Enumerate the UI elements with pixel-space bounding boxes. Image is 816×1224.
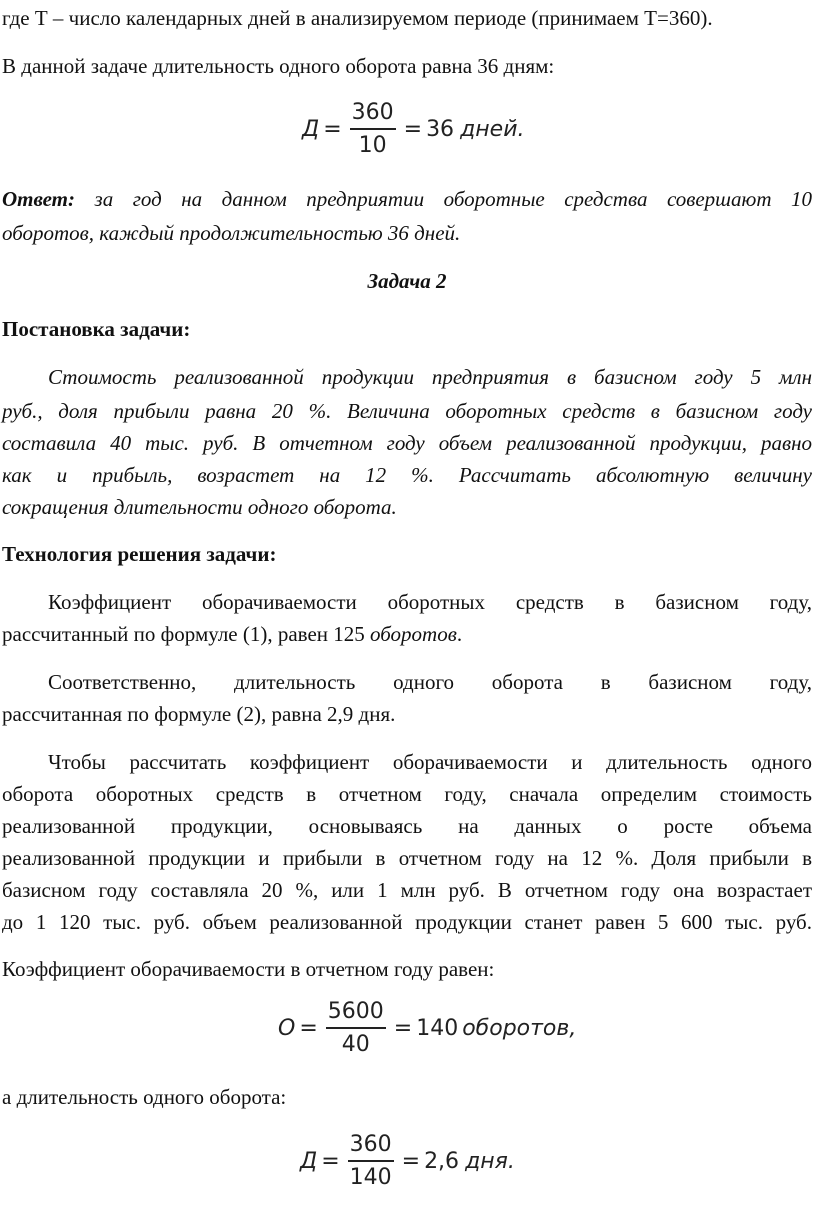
formula-numerator: 360 xyxy=(349,1132,392,1157)
paragraph-2-line-2: рассчитанная по формуле (2), равна 2,9 дня. xyxy=(2,702,396,726)
task-title: Задача 2 xyxy=(367,269,447,293)
formula-lhs: Д xyxy=(300,1148,318,1174)
formula-unit: дней. xyxy=(460,116,525,142)
formula-lhs: О xyxy=(278,1015,296,1041)
paragraph-1-italic: оборотов xyxy=(370,622,457,646)
paragraph-1-text: рассчитанный по формуле (1), равен 125 xyxy=(2,622,371,646)
formula-equals: = xyxy=(403,116,423,142)
statement-line-4: как и прибыль, возрастет на 12 %. Рассчитать абсолютную величину xyxy=(2,463,812,487)
paragraph-2-line-1: Соответственно, длительность одного оборота в базисном году, xyxy=(48,670,812,694)
formula-result: 2,6 xyxy=(424,1148,460,1174)
formula-equals: = xyxy=(393,1015,413,1041)
formula-fraction xyxy=(350,100,396,158)
formula-turnover-140 xyxy=(278,999,576,1057)
answer-line-2: оборотов, каждый продолжительностью 36 дней. xyxy=(2,221,461,245)
formula-equals: = xyxy=(401,1148,421,1174)
formula-numerator: 5600 xyxy=(327,999,384,1024)
paragraph-3-line-1: Чтобы рассчитать коэффициент оборачиваемости и длительность одного xyxy=(48,750,812,774)
statement-heading: Постановка задачи: xyxy=(2,317,191,341)
statement-line-5: сокращения длительности одного оборота. xyxy=(2,495,397,519)
formula-result: 36 xyxy=(426,116,455,142)
paragraph-4: Коэффициент оборачиваемости в отчетном году равен: xyxy=(2,957,495,981)
formula-equals: = xyxy=(321,1148,340,1174)
answer-line-1 xyxy=(2,187,812,211)
formula-numerator: 360 xyxy=(351,100,394,125)
paragraph-3-line-4: реализованной продукции и прибыли в отчетном году на 12 %. Доля прибыли в xyxy=(2,846,812,870)
paragraph-3-line-6: до 1 120 тыс. руб. объем реализованной продукции станет равен 5 600 тыс. руб. xyxy=(2,910,812,934)
paragraph-3-line-5: базисном году составляла 20 %, или 1 млн руб. В отчетном году она возрастает xyxy=(2,878,812,902)
paragraph-3-line-3: реализованной продукции, основываясь на данных о росте объема xyxy=(2,814,812,838)
paragraph-1-line-1: Коэффициент оборачиваемости оборотных средств в базисном году, xyxy=(48,590,812,614)
paragraph-1-period: . xyxy=(456,622,463,646)
paragraph-3-line-2: оборота оборотных средств в отчетном году, сначала определим стоимость xyxy=(2,782,812,806)
formula-equals: = xyxy=(323,116,342,142)
statement-line-1: Стоимость реализованной продукции предприятия в базисном году 5 млн xyxy=(48,365,812,389)
text-line-duration-36: В данной задаче длительность одного оборота равна 36 дням: xyxy=(2,54,555,78)
statement-line-2: руб., доля прибыли равна 20 %. Величина оборотных средств в базисном году xyxy=(2,399,812,423)
statement-line-3: составила 40 тыс. руб. В отчетном году объем реализованной продукции, равно xyxy=(2,431,812,455)
formula-equals: = xyxy=(299,1015,318,1041)
text-line-definition-t: где Т – число календарных дней в анализируемом периоде (принимаем Т=360). xyxy=(2,6,713,30)
answer-text: за год на данном предприятии оборотные средства совершают 10 xyxy=(94,187,813,211)
formula-duration-2-6 xyxy=(300,1132,515,1190)
formula-denominator: 10 xyxy=(358,133,387,158)
formula-unit: дня. xyxy=(465,1148,515,1174)
formula-duration-36 xyxy=(302,100,524,158)
answer-label: Ответ: xyxy=(2,187,75,211)
formula-fraction xyxy=(326,999,386,1057)
formula-denominator: 140 xyxy=(349,1165,392,1190)
formula-unit: оборотов, xyxy=(462,1015,577,1041)
formula-denominator: 40 xyxy=(341,1032,370,1057)
paragraph-1-line-2 xyxy=(2,622,812,646)
tech-heading: Технология решения задачи: xyxy=(2,542,277,566)
paragraph-5: а длительность одного оборота: xyxy=(2,1085,287,1109)
formula-fraction xyxy=(348,1132,394,1190)
formula-result: 140 xyxy=(416,1015,459,1041)
formula-lhs: Д xyxy=(302,116,320,142)
